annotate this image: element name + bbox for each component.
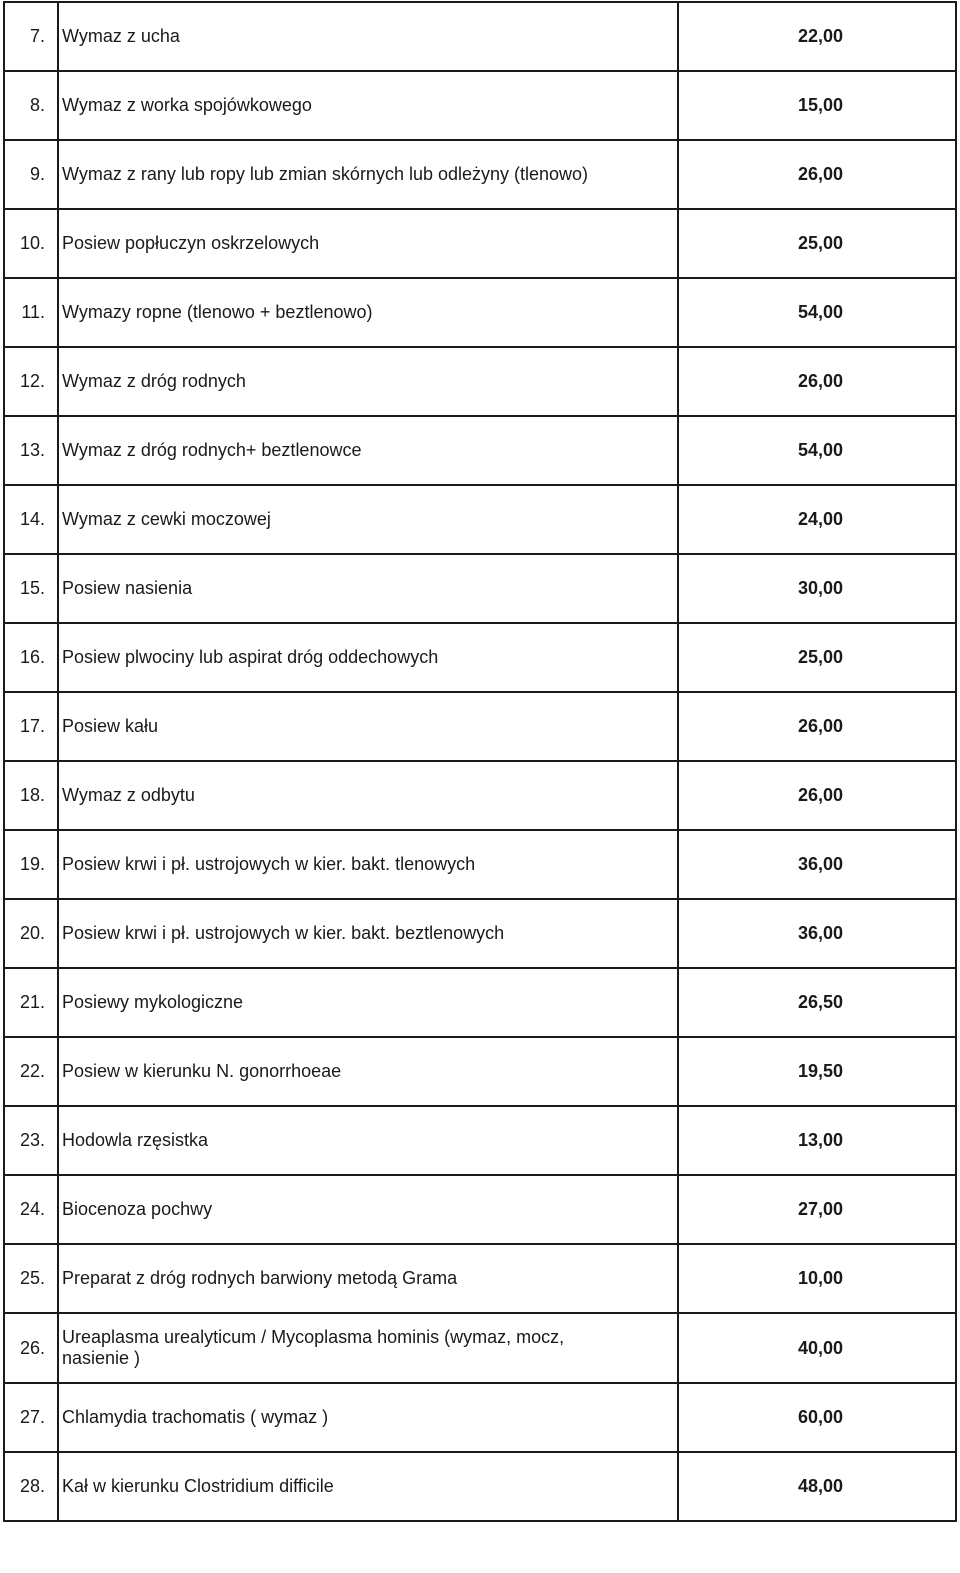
table-row: [4, 416, 956, 485]
row-number: 10.: [4, 209, 58, 278]
test-name: Wymaz z worka spojówkowego: [58, 71, 678, 140]
test-name: Posiew w kierunku N. gonorrhoeae: [58, 1037, 678, 1106]
row-number: 7.: [4, 2, 58, 71]
test-name: Wymaz z rany lub ropy lub zmian skórnych lub odleżyny (tlenowo): [58, 140, 678, 209]
row-number: 28.: [4, 1452, 58, 1521]
row-number: 17.: [4, 692, 58, 761]
test-price: 30,00: [678, 554, 956, 623]
test-price: 19,50: [678, 1037, 956, 1106]
row-number: 23.: [4, 1106, 58, 1175]
test-price: 25,00: [678, 623, 956, 692]
table-row: [4, 899, 956, 968]
test-price: 60,00: [678, 1383, 956, 1452]
table-row: [4, 554, 956, 623]
table-row: [4, 485, 956, 554]
test-name: Posiew krwi i pł. ustrojowych w kier. bakt. tlenowych: [58, 830, 678, 899]
test-name: Kał w kierunku Clostridium difficile: [58, 1452, 678, 1521]
test-price: 24,00: [678, 485, 956, 554]
test-price: 26,00: [678, 761, 956, 830]
row-number: 9.: [4, 140, 58, 209]
table-row: [4, 1244, 956, 1313]
test-price: 26,00: [678, 347, 956, 416]
price-list-table: [3, 1, 957, 1522]
test-price: 10,00: [678, 1244, 956, 1313]
row-number: 27.: [4, 1383, 58, 1452]
row-number: 15.: [4, 554, 58, 623]
test-name: Wymaz z cewki moczowej: [58, 485, 678, 554]
table-row: [4, 278, 956, 347]
test-name: Wymaz z dróg rodnych+ beztlenowce: [58, 416, 678, 485]
test-price: 48,00: [678, 1452, 956, 1521]
test-price: 54,00: [678, 278, 956, 347]
test-price: 36,00: [678, 830, 956, 899]
row-number: 20.: [4, 899, 58, 968]
test-name: Posiew krwi i pł. ustrojowych w kier. bakt. beztlenowych: [58, 899, 678, 968]
test-name: Posiew nasienia: [58, 554, 678, 623]
table-row: [4, 1452, 956, 1521]
table-row: [4, 71, 956, 140]
test-name: Posiew kału: [58, 692, 678, 761]
test-name: Wymaz z odbytu: [58, 761, 678, 830]
test-name: Wymaz z ucha: [58, 2, 678, 71]
row-number: 18.: [4, 761, 58, 830]
test-price: 26,00: [678, 140, 956, 209]
row-number: 22.: [4, 1037, 58, 1106]
test-name: Biocenoza pochwy: [58, 1175, 678, 1244]
test-name: Posiew plwociny lub aspirat dróg oddechowych: [58, 623, 678, 692]
row-number: 26.: [4, 1313, 58, 1383]
test-name: Posiewy mykologiczne: [58, 968, 678, 1037]
row-number: 12.: [4, 347, 58, 416]
table-row: [4, 830, 956, 899]
test-price: 27,00: [678, 1175, 956, 1244]
test-name: Preparat z dróg rodnych barwiony metodą Grama: [58, 1244, 678, 1313]
table-row: [4, 968, 956, 1037]
table-row: [4, 1383, 956, 1452]
row-number: 16.: [4, 623, 58, 692]
table-row: [4, 761, 956, 830]
table-row: [4, 209, 956, 278]
test-name: Wymazy ropne (tlenowo + beztlenowo): [58, 278, 678, 347]
row-number: 11.: [4, 278, 58, 347]
test-name: Ureaplasma urealyticum / Mycoplasma hominis (wymaz, mocz, nasienie ): [58, 1313, 678, 1383]
table-row: [4, 1106, 956, 1175]
table-row: [4, 1037, 956, 1106]
test-price: 26,50: [678, 968, 956, 1037]
test-name: Wymaz z dróg rodnych: [58, 347, 678, 416]
table-row: [4, 140, 956, 209]
table-row: [4, 2, 956, 71]
test-name: Chlamydia trachomatis ( wymaz ): [58, 1383, 678, 1452]
table-row: [4, 347, 956, 416]
row-number: 8.: [4, 71, 58, 140]
test-price: 54,00: [678, 416, 956, 485]
row-number: 14.: [4, 485, 58, 554]
row-number: 13.: [4, 416, 58, 485]
test-price: 15,00: [678, 71, 956, 140]
row-number: 25.: [4, 1244, 58, 1313]
row-number: 19.: [4, 830, 58, 899]
test-price: 26,00: [678, 692, 956, 761]
table-row: [4, 1313, 956, 1383]
row-number: 21.: [4, 968, 58, 1037]
table-row: [4, 623, 956, 692]
test-name: Posiew popłuczyn oskrzelowych: [58, 209, 678, 278]
test-price: 40,00: [678, 1313, 956, 1383]
test-price: 36,00: [678, 899, 956, 968]
table-row: [4, 1175, 956, 1244]
test-price: 22,00: [678, 2, 956, 71]
row-number: 24.: [4, 1175, 58, 1244]
test-price: 13,00: [678, 1106, 956, 1175]
test-name: Hodowla rzęsistka: [58, 1106, 678, 1175]
table-row: [4, 692, 956, 761]
test-price: 25,00: [678, 209, 956, 278]
